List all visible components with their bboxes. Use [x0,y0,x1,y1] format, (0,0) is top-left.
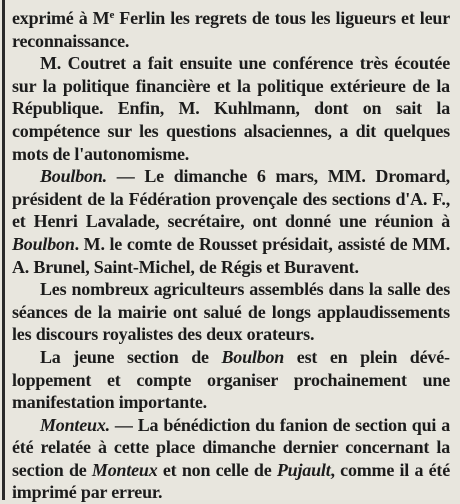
text-segment: — Le dimanche 6 mars, MM. Dromard, président de la Fédération provençale des sections d'A. F., et Henri Lavalade, secrétaire, ont donné une réunion à [12,166,450,232]
text-segment: et non celle de [157,459,277,480]
text-segment: La jeune section de [40,346,222,367]
article-column [12,4,450,504]
section-heading-monteux: Monteux. [40,414,110,435]
paragraph-ferlin [12,4,450,52]
superscript-e: e [109,9,115,21]
text-segment: . M. le comte de Rousset présidait, assisté de MM. A. Brunel, Saint-Michel, de Régis et Buravent. [12,233,450,277]
paragraph-agriculteurs: Les nombreux agriculteurs assemblés dans la salle des séances de la mairie ont salué de longs applaudissements les discours royalistes des deux orateurs. [12,279,450,345]
place-name: Boulbon [12,233,75,254]
place-name: Boulbon [221,346,285,367]
text-segment: exprimé à M [12,8,110,28]
paragraph-monteux [12,414,450,504]
text-segment: , comme il a été imprimé par erreur. [12,459,450,503]
place-name: Pujault [276,459,331,480]
text-segment: Ferlin les regrets de tous les ligueurs et leur reconnaissance. [12,8,450,51]
section-heading-boulbon: Boulbon. [40,166,107,187]
paragraph-coutret: M. Coutret a fait ensuite une conférence très écoutée sur la politique financière et la politique extérieure de la République. Enfin, M. Kuhlmann, dont on sait la compétence sur les questions alsaciennes, a dit quelques mots de l'autonomisme. [12,53,450,164]
text-segment: est en plein dévéloppement et compte organiser prochainement une manifestation importante. [12,346,450,413]
text-segment: — La bénédiction du fanion de section qui a été relatée à cette place dimanche dernier concernant la section de [12,414,450,480]
column-rule [2,0,5,500]
paragraph-jeune-section [12,346,450,414]
place-name: Monteux [91,459,158,480]
paragraph-boulbon [12,165,450,278]
